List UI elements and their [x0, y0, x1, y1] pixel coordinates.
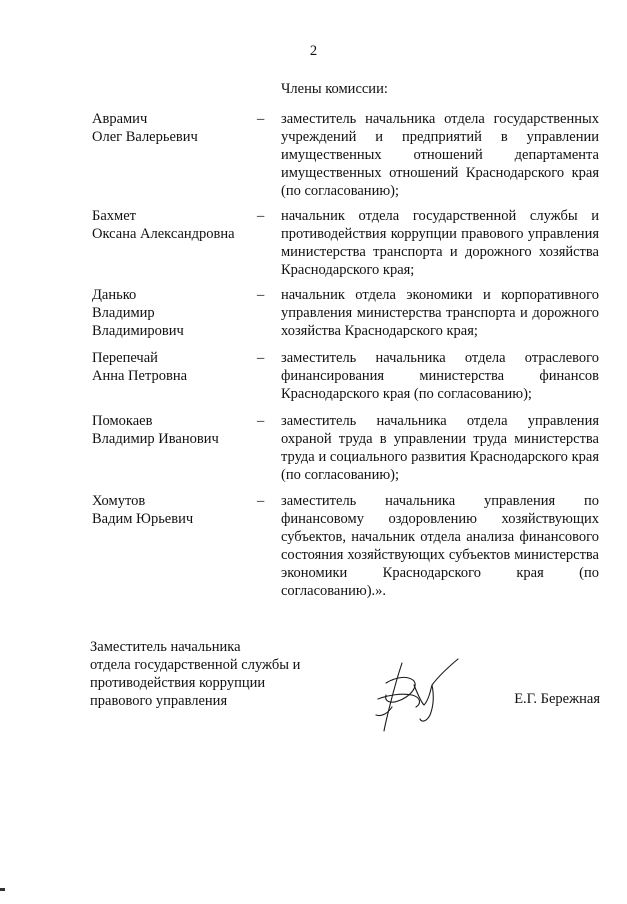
- handwritten-signature: [372, 655, 464, 735]
- signer-name: Е.Г. Бережная: [514, 691, 600, 707]
- member-name: [92, 110, 252, 146]
- member-patronymic: Владимирович: [92, 323, 184, 339]
- member-surname: Бахмет: [92, 208, 136, 224]
- member-surname: Аврамич: [92, 111, 148, 127]
- dash-separator: –: [257, 208, 265, 224]
- member-name: [92, 207, 252, 243]
- signature-stroke: [384, 663, 402, 731]
- member-given-names: Вадим Юрьевич: [92, 511, 194, 527]
- member-position: начальник отдела экономики и корпоративного управления министерства транспорта и дорожного хозяйства Краснодарского края;: [281, 287, 599, 339]
- member-position: заместитель начальника отдела государственных учреждений и предприятий в управлении имущественных отношений департамента имущественных отношений Краснодарского края (по согласованию);: [281, 111, 599, 199]
- member-position: начальник отдела государственной службы и противодействия коррупции правового управления министерства транспорта и дорожного хозяйства Краснодарского края;: [281, 208, 599, 278]
- member-position: заместитель начальника отдела управления охраной труда в управлении труда министерства труда и социального развития Краснодарского края (по согласованию);: [281, 413, 599, 483]
- dash-separator: –: [257, 111, 265, 127]
- member-name: [92, 349, 252, 385]
- page-number: 2: [309, 43, 318, 59]
- dash-separator: –: [257, 413, 265, 429]
- dash-separator: –: [257, 287, 265, 303]
- member-surname: Данько: [92, 287, 137, 303]
- signer-position-line: правового управления: [90, 693, 228, 709]
- section-heading: Члены комиссии:: [281, 81, 388, 97]
- dash-separator: –: [257, 493, 265, 509]
- signer-position-line: Заместитель начальника: [90, 639, 241, 655]
- signer-position-line: противодействия коррупции: [90, 675, 266, 691]
- member-name: [92, 286, 252, 340]
- dash-separator: –: [257, 350, 265, 366]
- signature-stroke: [386, 677, 415, 702]
- member-position: заместитель начальника отдела отраслевого финансирования министерства финансов Краснодарского края (по согласованию);: [281, 350, 599, 402]
- member-surname: Помокаев: [92, 413, 153, 429]
- member-given-name: Владимир: [92, 305, 155, 321]
- signature-stroke: [432, 659, 458, 685]
- signer-position: [90, 638, 350, 710]
- member-given-names: Олег Валерьевич: [92, 129, 198, 145]
- scan-edge-mark: [0, 888, 5, 891]
- member-name: [92, 412, 252, 448]
- member-surname: Хомутов: [92, 493, 146, 509]
- signature-stroke: [414, 685, 433, 721]
- signer-position-line: отдела государственной службы и: [90, 657, 301, 673]
- member-position: заместитель начальника управления по финансовому оздоровлению хозяйствующих субъектов, начальник отдела анализа финансового состояния хозяйствующих субъектов министерства экономики Краснодарского края (по согласованию).».: [281, 493, 599, 599]
- member-name: [92, 492, 252, 528]
- member-given-names: Владимир Иванович: [92, 431, 219, 447]
- member-given-names: Оксана Александровна: [92, 226, 235, 242]
- member-surname: Перепечай: [92, 350, 158, 366]
- member-given-names: Анна Петровна: [92, 368, 188, 384]
